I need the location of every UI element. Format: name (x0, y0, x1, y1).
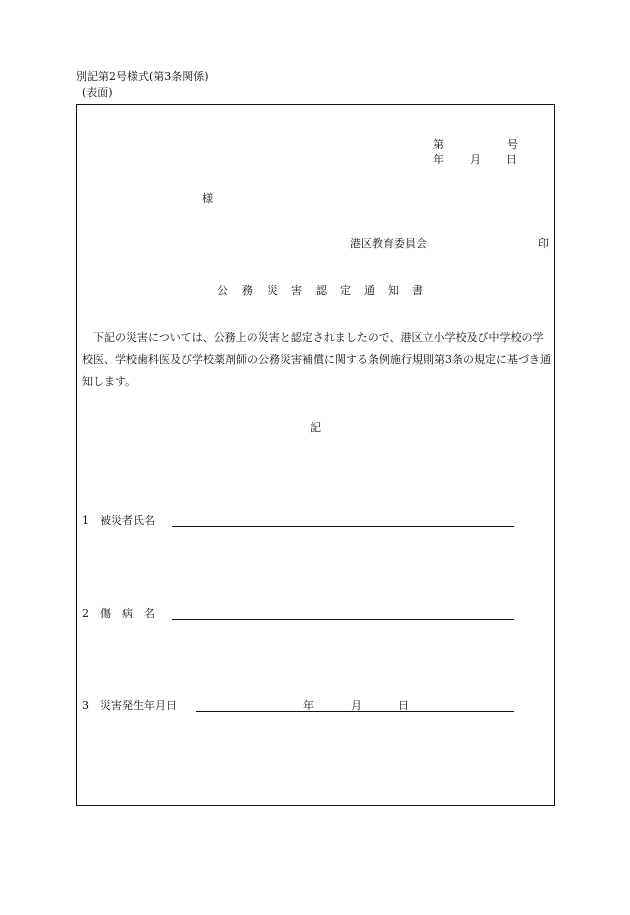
incident-year-unit: 年 (303, 699, 314, 712)
item-number: 1 (82, 514, 89, 527)
date-day: 日 (506, 153, 517, 166)
incident-day-unit: 日 (398, 699, 409, 712)
title-char: 書 (412, 284, 423, 297)
title-char: 災 (267, 284, 278, 297)
side-label: (表面) (82, 86, 113, 99)
title-char: 務 (242, 284, 253, 297)
title-char: 定 (340, 284, 351, 297)
title-char: 認 (316, 284, 327, 297)
item-number: 2 (82, 607, 89, 620)
body-paragraph: 下記の災害については、公務上の災害と認定されましたので、港区立小学校及び中学校の学校医、学校歯科医及び学校薬剤師の公務災害補償に関する条例施行規則第3条の規定に基づき通知します。 (82, 331, 551, 388)
item-label-injury-name: 傷 病 名 (100, 607, 155, 620)
recipient-sama: 様 (202, 192, 213, 205)
form-title: 別記第2号様式(第3条関係) (76, 70, 209, 83)
issuer-name: 港区教育委員会 (350, 237, 427, 250)
issuer-seal: 印 (538, 237, 549, 250)
incident-month-unit: 月 (351, 699, 362, 712)
doc-number-dai: 第 (433, 138, 444, 151)
title-char: 害 (291, 284, 302, 297)
item-label-incident-date: 災害発生年月日 (100, 699, 177, 712)
title-char: 知 (388, 284, 399, 297)
title-char: 公 (217, 284, 228, 297)
date-year: 年 (433, 153, 444, 166)
date-month: 月 (470, 153, 481, 166)
item-number: 3 (82, 699, 89, 712)
victim-name-field[interactable] (172, 526, 514, 527)
item-label-victim-name: 被災者氏名 (100, 514, 155, 527)
injury-name-field[interactable] (172, 619, 514, 620)
title-char: 通 (364, 284, 375, 297)
doc-number-go: 号 (507, 138, 518, 151)
ki-label: 記 (310, 421, 321, 434)
